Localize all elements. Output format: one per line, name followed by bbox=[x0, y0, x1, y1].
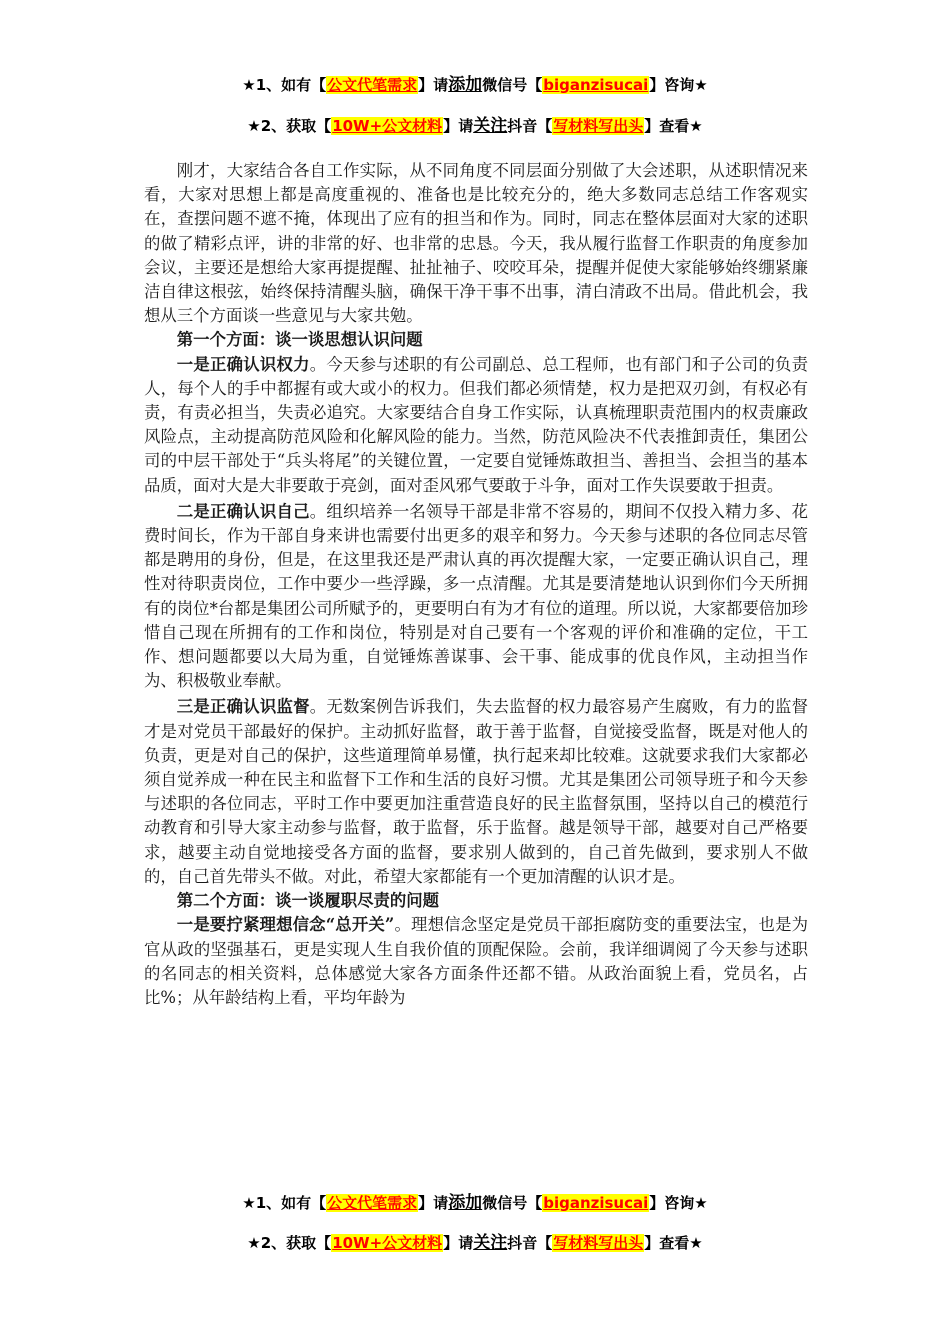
paragraph-3-text: 。无数案例告诉我们，失去监督的权力最容易产生腐败，有力的监督才是对党员干部最好的保护。主动抓好监督，敢于善于监督，自觉接受监督，既是对他人的负责，更是对自己的保护，这些道理简单易懂，执行起来却比较难。这就要求我们大家都必须自觉养成一种在民主和监督下工作和生活的良好习惯。尤其是集团公司领导班子和今天参与述职的各位同志，平时工作中要更加注重营造良好的民主监督氛围，坚持以自己的模范行动教育和引导大家主动参与监督，敢于监督，乐于监督。越是领导干部，越要对自己严格要求，越要主动自觉地接受各方面的监督，要求别人做到的，自己首先做到，要求别人不做的，自己首先带头不做。对此，希望大家都能有一个更加清醒的认识才是。 bbox=[144, 697, 809, 886]
paragraph-1 bbox=[144, 353, 808, 498]
paragraph-3-lead: 三是正确认识监督 bbox=[176, 697, 310, 717]
footer-line1-suffix: 】咨询★ bbox=[649, 1194, 708, 1212]
header-ad-line-1 bbox=[0, 70, 950, 95]
header-line2-mid2: 抖音【 bbox=[507, 117, 553, 135]
footer-ad-line-1 bbox=[0, 1188, 950, 1213]
header-line1-mid2: 微信号【 bbox=[482, 76, 543, 94]
paragraph-2-text: 。组织培养一名领导干部是非常不容易的，期间不仅投入精力多、花费时间长，作为干部自身来讲也需要付出更多的艰辛和努力。今天参与述职的各位同志尽管都是聘用的身份，但是，在这里我还是严肃认真的再次提醒大家，一定要正确认识自己，理性对待职责岗位，工作中要少一些浮躁，多一点清醒。尤其是要清楚地认识到你们今天所拥有的岗位*台都是集团公司所赋予的，更要明白有为才有位的道理。所以说，大家都要倍加珍惜自己现在所拥有的工作和岗位，特别是对自己要有一个客观的评价和准确的定位，干工作、想问题都要以大局为重，自觉锤炼善谋事、会干事、能成事的优良作风，主动担当作为、积极敬业奉献。 bbox=[144, 501, 809, 691]
header-line1-mid1: 】请 bbox=[418, 76, 449, 94]
paragraph-4 bbox=[144, 913, 808, 1010]
footer-line1-mid1: 】请 bbox=[418, 1194, 449, 1212]
paragraph-1-lead: 一是正确认识权力 bbox=[176, 354, 310, 374]
header-line2-highlight-1: 10W+公文材料 bbox=[332, 117, 443, 135]
footer-line1-prefix: ★1、如有【 bbox=[242, 1194, 327, 1212]
paragraph-4-text: 。理想信念坚定是党员干部拒腐防变的重要法宝，也是为官从政的坚强基石，更是实现人生自我价值的顶配保险。会前，我详细调阅了今天参与述职的名同志的相关资料，总体感觉大家各方面条件还都不错。从政治面貌上看，党员名，占比%；从年龄结构上看，平均年龄为 bbox=[144, 915, 808, 1007]
footer-line1-emphasis: 添加 bbox=[448, 1193, 483, 1213]
header-line1-highlight-1: 公文代笔需求 bbox=[327, 76, 418, 94]
section-1-heading: 第一个方面：谈一谈思想认识问题 bbox=[176, 330, 423, 350]
header-ad-line-2 bbox=[0, 111, 950, 136]
header-line2-mid1: 】请 bbox=[443, 117, 474, 135]
footer-line1-highlight-2: biganzisucai bbox=[543, 1194, 649, 1212]
header-line2-suffix: 】查看★ bbox=[644, 117, 703, 135]
header-line2-emphasis: 关注 bbox=[473, 116, 508, 136]
footer-ad-line-2 bbox=[0, 1228, 950, 1253]
header-line1-highlight-2: biganzisucai bbox=[543, 76, 649, 94]
footer-line2-prefix: ★2、获取【 bbox=[247, 1234, 332, 1252]
header-line1-prefix: ★1、如有【 bbox=[242, 76, 327, 94]
footer-line1-mid2: 微信号【 bbox=[482, 1194, 543, 1212]
paragraph-4-lead: 一是要拧紧理想信念“总开关” bbox=[176, 915, 395, 935]
header-line2-highlight-2: 写材料写出头 bbox=[553, 117, 644, 135]
footer-line2-mid1: 】请 bbox=[443, 1234, 474, 1252]
footer-line2-emphasis: 关注 bbox=[473, 1233, 508, 1253]
paragraph-3 bbox=[144, 695, 808, 889]
header-line1-suffix: 】咨询★ bbox=[649, 76, 708, 94]
header-line2-prefix: ★2、获取【 bbox=[247, 117, 332, 135]
paragraph-1-text: 。今天参与述职的有公司副总、总工程师，也有部门和子公司的负责人，每个人的手中都握有或大或小的权力。但我们都必须情楚，权力是把双刃剑，有权必有责，有责必担当，失责必追究。大家要结合自身工作实际，认真梳理职责范围内的权责廉政风险点，主动提高防范风险和化解风险的能力。当然，防范风险决不代表推卸责任，集团公司的中层干部处于“兵头将尾”的关键位置，一定要自觉锤炼敢担当、善担当、会担当的基本品质，面对大是大非要敢于亮剑，面对歪风邪气要敢于斗争，面对工作失误要敢于担责。 bbox=[144, 354, 809, 495]
footer-line2-highlight-1: 10W+公文材料 bbox=[332, 1234, 443, 1252]
footer-line2-suffix: 】查看★ bbox=[644, 1234, 703, 1252]
section-2-heading: 第二个方面：谈一谈履职尽责的问题 bbox=[176, 891, 440, 911]
footer-line2-mid2: 抖音【 bbox=[507, 1234, 553, 1252]
header-line1-emphasis: 添加 bbox=[448, 75, 483, 95]
footer-line1-highlight-1: 公文代笔需求 bbox=[327, 1194, 418, 1212]
intro-paragraph: 刚才，大家结合各自工作实际，从不同角度不同层面分别做了大会述职，从述职情况来看，大家对思想上都是高度重视的、准备也是比较充分的，绝大多数同志总结工作客观实在，查摆问题不遮不掩，体现出了应有的担当和作为。同时，同志在整体层面对大家的述职的做了精彩点评，讲的非常的好、也非常的忠恳。今天，我从履行监督工作职责的角度参加会议，主要还是想给大家再提提醒、扯扯袖子、咬咬耳朵，提醒并促使大家能够始终绷紧廉洁自律这根弦，始终保持清醒头脑，确保干净干事不出事，清白清政不出局。借此机会，我想从三个方面谈一些意见与大家共勉。 bbox=[144, 161, 808, 326]
document-body bbox=[144, 159, 808, 1010]
paragraph-2 bbox=[144, 500, 808, 694]
paragraph-2-lead: 二是正确认识自己 bbox=[176, 501, 310, 521]
footer-line2-highlight-2: 写材料写出头 bbox=[553, 1234, 644, 1252]
